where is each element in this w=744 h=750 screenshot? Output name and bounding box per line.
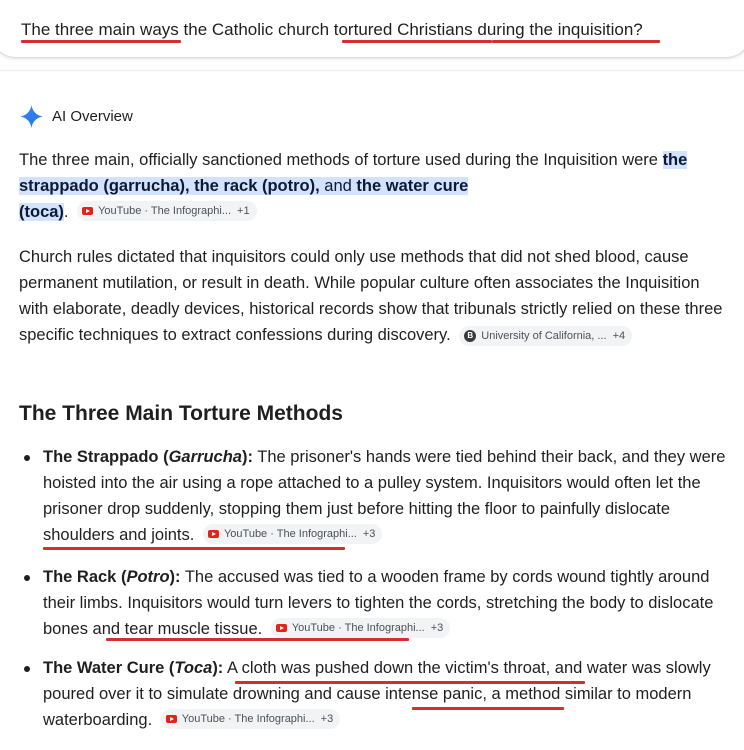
highlight-text: the strappado (garrucha), the rack (potro),: [19, 151, 688, 195]
annotation-underline: [21, 40, 181, 43]
context-text: Church rules dictated that inquisitors could only use methods that did not shed blood, cause permanent mutilation, or result in death. While popular culture often associates the Inquisition with elaborate, deadly devices, historical records show that tribunals strictly relied on these three specific techniques to extract confessions during discovery.: [19, 248, 723, 344]
source-name: YouTube · The Infographi...: [223, 528, 357, 540]
source-chip[interactable]: [203, 524, 382, 544]
ai-overview-header: [19, 104, 133, 129]
intro-text: The three main, officially sanctioned methods of torture used during the Inquisition were: [19, 151, 663, 169]
method-strappado: [43, 444, 743, 548]
source-more: +3: [362, 528, 376, 540]
youtube-icon: [166, 715, 177, 723]
method-name: [43, 568, 181, 586]
annotation-underline: [342, 40, 492, 43]
method-name: [43, 448, 253, 466]
youtube-icon: [208, 530, 219, 538]
method-name-suffix: ):: [241, 448, 253, 466]
ai-overview-title: AI Overview: [52, 108, 133, 125]
method-description: The prisoner's hands were tied behind their back, and they were hoisted into the air using a rope attached to a pulley system. Inquisitors would often let the prisoner drop suddenly, stopping them just before hitting the floor to painfully dislocate shoulders and joints.: [43, 448, 726, 544]
youtube-icon: [82, 207, 93, 215]
method-description: The accused was tied to a wooden frame by cords wound tightly around their limbs. Inquisitors would turn levers to tighten the cords, stretching the body to dislocate bones and tear muscle tissue.: [43, 568, 714, 638]
source-chip[interactable]: [77, 201, 256, 221]
source-more: +4: [612, 330, 626, 342]
source-chip[interactable]: [459, 326, 632, 346]
source-more: +3: [320, 713, 334, 725]
method-name-prefix: The Rack (: [43, 568, 127, 586]
highlight-text: the water cure: [351, 177, 469, 195]
search-query[interactable]: The three main ways the Catholic church tortured Christians during the inquisition?: [21, 20, 643, 39]
intro-paragraph: [19, 147, 734, 225]
bullet-icon: [24, 575, 30, 581]
method-name: [43, 659, 223, 677]
source-chip[interactable]: [271, 618, 450, 638]
period: .: [63, 203, 69, 221]
context-paragraph: [19, 244, 731, 348]
source-name: YouTube · The Infographi...: [98, 205, 232, 217]
annotation-underline: [412, 707, 564, 710]
method-name-italic: Toca: [174, 659, 213, 677]
method-description: A cloth was pushed down the victim's throat, and water was slowly poured over it to simulate drowning and cause intense panic, a method similar to modern waterboarding.: [43, 659, 711, 729]
source-name: University of California, ...: [481, 330, 607, 342]
bullet-icon: [24, 666, 30, 672]
method-name-suffix: ):: [169, 568, 181, 586]
method-rack: [43, 564, 743, 642]
annotation-underline: [106, 638, 409, 641]
method-name-prefix: The Water Cure (: [43, 659, 175, 677]
divider: [0, 70, 744, 71]
bullet-icon: [24, 455, 30, 461]
source-more: +1: [237, 205, 250, 217]
source-more: +3: [430, 622, 444, 634]
method-name-italic: Potro: [126, 568, 170, 586]
annotation-underline: [43, 547, 345, 550]
gemini-sparkle-icon: [19, 104, 44, 129]
method-name-suffix: ):: [212, 659, 224, 677]
source-name: YouTube · The Infographi...: [181, 713, 315, 725]
annotation-underline: [235, 681, 585, 684]
university-icon: B: [464, 330, 476, 342]
method-water-cure: [43, 655, 743, 733]
method-name-prefix: The Strappado (: [43, 448, 169, 466]
annotation-underline: [492, 40, 660, 43]
highlight-and: and: [324, 177, 352, 195]
source-chip[interactable]: [161, 709, 340, 729]
youtube-icon: [276, 624, 287, 632]
section-title: The Three Main Torture Methods: [19, 402, 343, 425]
source-name: YouTube · The Infographi...: [291, 622, 425, 634]
highlight-text: (toca): [19, 203, 64, 221]
method-name-italic: Garrucha: [168, 448, 242, 466]
